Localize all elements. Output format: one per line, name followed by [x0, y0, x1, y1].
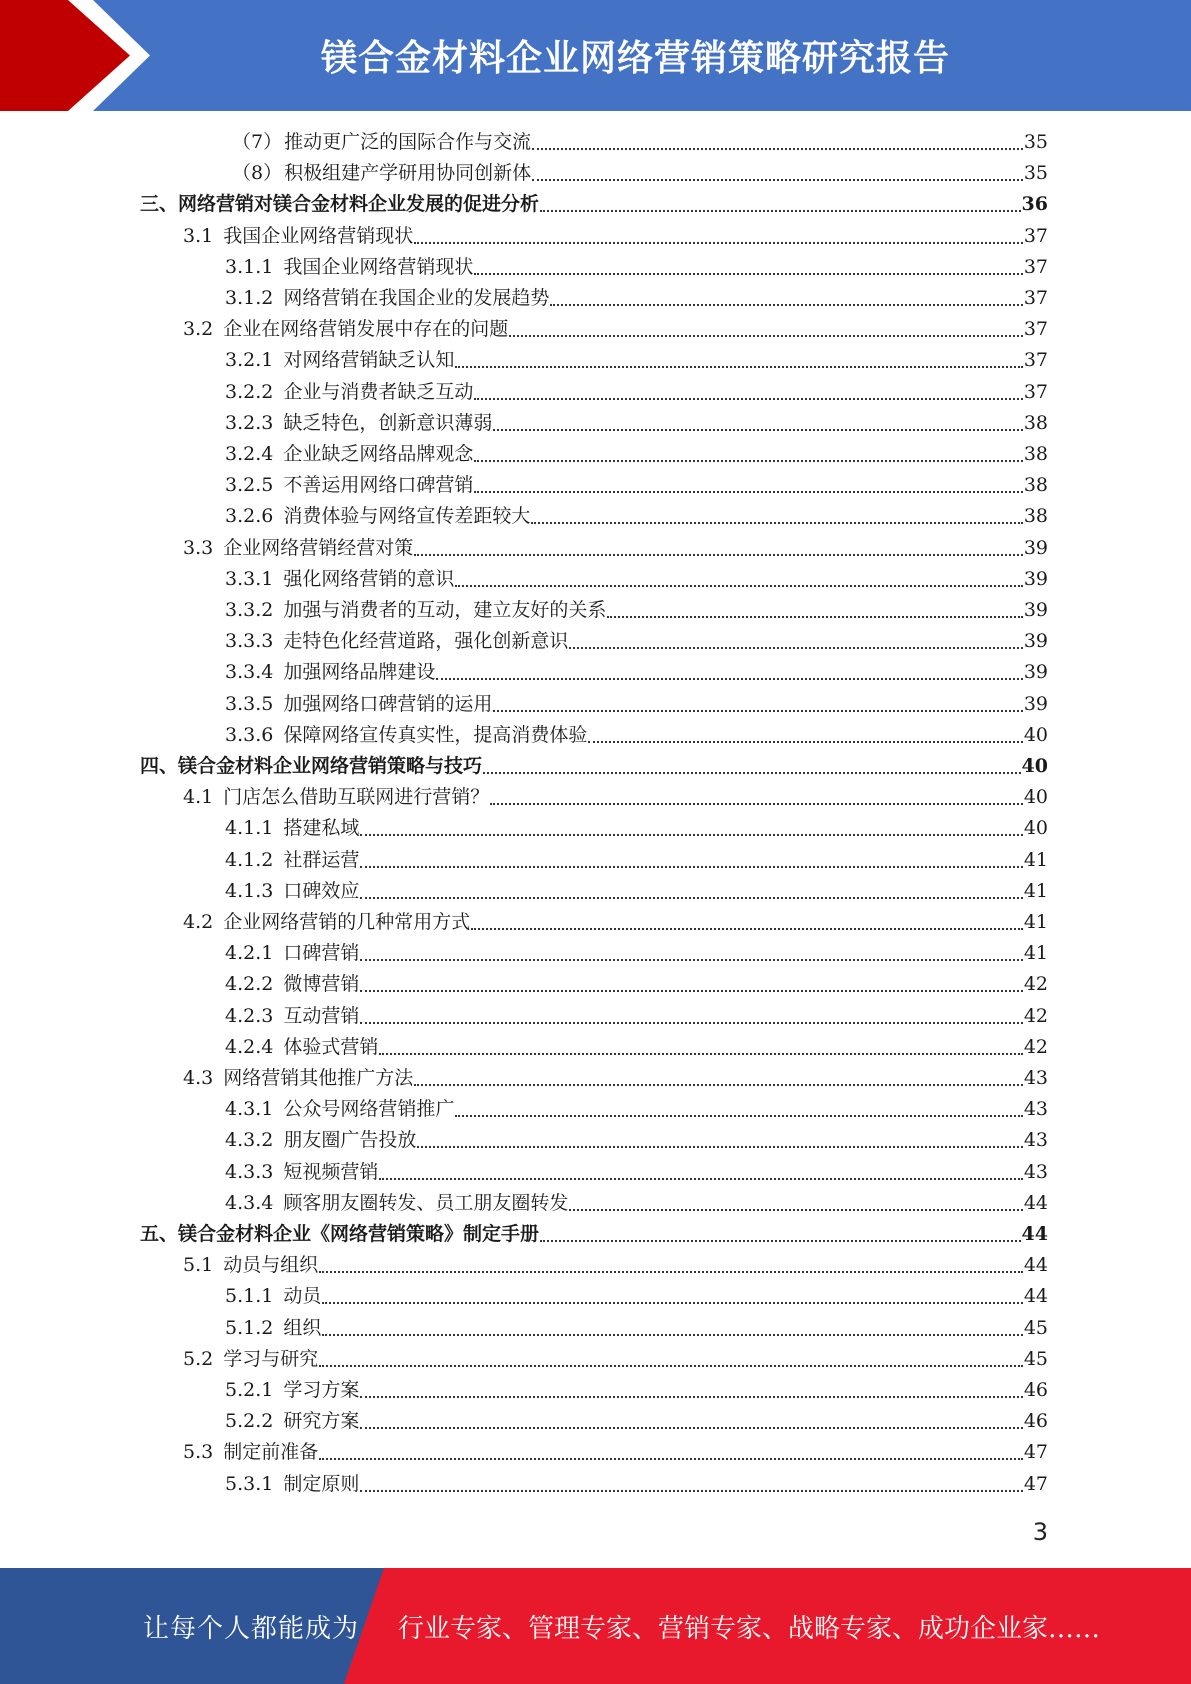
toc-entry-page: 37 [1023, 256, 1048, 278]
toc-entry-page: 46 [1023, 1410, 1048, 1432]
toc-entry-number: 3.3.1 [225, 568, 274, 590]
toc-entry-page: 44 [1023, 1285, 1048, 1307]
toc-entry[interactable] [225, 283, 1048, 314]
footer-slogan-right: 行业专家、管理专家、营销专家、战略专家、成功企业家…… [398, 1613, 1101, 1644]
toc-entry-number: 5.3.1 [225, 1473, 274, 1495]
toc-entry-page: 38 [1023, 505, 1048, 527]
toc-dot-leader [322, 1302, 1022, 1304]
toc-entry-page: 45 [1023, 1317, 1048, 1339]
toc-dot-leader [360, 1396, 1022, 1398]
toc-entry-title: 推动更广泛的国际合作与交流 [284, 131, 532, 153]
toc-entry-page: 37 [1023, 318, 1048, 340]
header-banner [0, 0, 1191, 111]
toc-entry-title: 对网络营销缺乏认知 [283, 349, 455, 371]
toc-entry[interactable] [183, 1063, 1048, 1094]
toc-entry-number: 5.1 [183, 1254, 214, 1276]
toc-entry[interactable] [183, 533, 1048, 564]
toc-entry[interactable] [183, 221, 1048, 252]
toc-entry-page: 38 [1023, 474, 1048, 496]
toc-entry-number: 3.3.4 [225, 661, 274, 683]
toc-entry[interactable] [225, 1157, 1048, 1188]
toc-entry-title: 门店怎么借助互联网进行营销？ [223, 786, 490, 808]
toc-entry-page: 41 [1023, 849, 1048, 871]
toc-entry-number: 5.2.1 [225, 1379, 274, 1401]
toc-entry-number: 4.3.2 [225, 1129, 274, 1151]
toc-entry-page: 44 [1023, 1192, 1048, 1214]
report-title: 镁合金材料企业网络营销策略研究报告 [320, 38, 950, 79]
toc-entry-number: 3.2.5 [225, 474, 274, 496]
toc-entry-page: 40 [1023, 786, 1048, 808]
toc-entry-title: 研究方案 [283, 1410, 360, 1432]
toc-entry-page: 41 [1023, 911, 1048, 933]
toc-dot-leader [540, 1240, 1021, 1242]
toc-entry-page: 38 [1023, 443, 1048, 465]
toc-entry-title: 体验式营销 [283, 1036, 379, 1058]
toc-entry[interactable] [183, 1437, 1048, 1468]
toc-entry-number: 5.1.2 [225, 1317, 274, 1339]
toc-entry[interactable] [225, 626, 1048, 657]
toc-dot-leader [607, 616, 1022, 618]
toc-entry-title: 积极组建产学研用协同创新体 [284, 162, 532, 184]
toc-dot-leader [379, 1053, 1022, 1055]
toc-dot-leader [414, 554, 1023, 556]
toc-entry-title: 互动营销 [283, 1005, 360, 1027]
toc-entry-number: 3.2 [183, 318, 214, 340]
toc-entry-title: 企业网络营销的几种常用方式 [223, 911, 471, 933]
toc-entry[interactable] [140, 1219, 1048, 1250]
toc-entry[interactable] [225, 1001, 1048, 1032]
toc-entry-number: （8） [232, 162, 283, 184]
toc-dot-leader [319, 1458, 1023, 1460]
toc-entry-page: 35 [1023, 162, 1048, 184]
toc-entry[interactable] [225, 377, 1048, 408]
toc-entry[interactable] [183, 782, 1048, 813]
toc-entry-page: 43 [1023, 1098, 1048, 1120]
toc-entry-title: 网络营销在我国企业的发展趋势 [283, 287, 550, 309]
toc-dot-leader [379, 1178, 1022, 1180]
toc-entry-title: 动员 [283, 1285, 322, 1307]
toc-entry-number: 3.3.6 [225, 724, 274, 746]
toc-entry-title: 不善运用网络口碑营销 [283, 474, 474, 496]
toc-entry-title: 保障网络宣传真实性，提高消费体验 [283, 724, 588, 746]
toc-entry[interactable] [225, 1469, 1048, 1500]
page-number: 3 [1032, 1518, 1048, 1546]
toc-entry[interactable] [225, 1125, 1048, 1156]
toc-entry-title: 学习与研究 [223, 1348, 319, 1370]
toc-entry-title: 口碑营销 [283, 942, 360, 964]
toc-entry-title: 企业网络营销经营对策 [223, 537, 414, 559]
toc-entry[interactable] [225, 595, 1048, 626]
toc-entry[interactable] [225, 657, 1048, 688]
toc-entry-page: 40 [1023, 724, 1048, 746]
toc-entry-page: 40 [1021, 755, 1048, 777]
toc-entry-title: 镁合金材料企业网络营销策略与技巧 [178, 755, 483, 777]
toc-entry-title: 朋友圈广告投放 [283, 1129, 417, 1151]
toc-entry[interactable] [225, 845, 1048, 876]
toc-entry-page: 47 [1023, 1441, 1048, 1463]
toc-dot-leader [550, 304, 1022, 306]
toc-dot-leader [360, 959, 1022, 961]
toc-entry-number: 3.2.4 [225, 443, 274, 465]
toc-entry-page: 39 [1023, 630, 1048, 652]
toc-entry-title: 走特色化经营道路，强化创新意识 [283, 630, 569, 652]
toc-entry[interactable] [225, 969, 1048, 1000]
toc-entry-title: 消费体验与网络宣传差距较大 [283, 505, 531, 527]
toc-entry-title: 搭建私域 [283, 817, 360, 839]
toc-entry-number: 4.1.3 [225, 880, 274, 902]
toc-entry-page: 39 [1023, 693, 1048, 715]
header-chevron-graphic [0, 0, 160, 111]
toc-entry-number: 3.1.1 [225, 256, 274, 278]
toc-entry-title: 镁合金材料企业《网络营销策略》制定手册 [178, 1223, 540, 1245]
toc-dot-leader [483, 772, 1021, 774]
toc-entry-number: 3.2.3 [225, 412, 274, 434]
toc-entry-number: 3.2.2 [225, 381, 274, 403]
toc-entry-number: 3.3.2 [225, 599, 274, 621]
toc-entry[interactable] [140, 189, 1048, 220]
toc-dot-leader [493, 429, 1022, 431]
toc-dot-leader [417, 1146, 1022, 1148]
toc-dot-leader [322, 1334, 1022, 1336]
toc-entry-title: 企业缺乏网络品牌观念 [283, 443, 474, 465]
toc-entry[interactable] [225, 1188, 1048, 1219]
toc-entry-page: 44 [1021, 1223, 1048, 1245]
toc-entry[interactable] [183, 1250, 1048, 1281]
toc-dot-leader [531, 522, 1022, 524]
toc-entry-title: 网络营销其他推广方法 [223, 1067, 414, 1089]
toc-dot-leader [360, 990, 1022, 992]
toc-entry[interactable] [225, 938, 1048, 969]
toc-entry[interactable] [225, 720, 1048, 751]
toc-entry-title: 制定前准备 [223, 1441, 319, 1463]
toc-entry-number: 4.3 [183, 1067, 214, 1089]
toc-dot-leader [532, 179, 1023, 181]
toc-entry[interactable] [225, 470, 1048, 501]
toc-entry-title: 短视频营销 [283, 1161, 379, 1183]
toc-entry-title: 公众号网络营销推广 [283, 1098, 455, 1120]
toc-dot-leader [471, 928, 1023, 930]
toc-dot-leader [474, 491, 1022, 493]
toc-dot-leader [319, 1365, 1023, 1367]
toc-dot-leader [455, 585, 1022, 587]
toc-entry-number: （7） [232, 131, 283, 153]
toc-entry[interactable] [140, 751, 1048, 782]
toc-entry-number: 3.2.1 [225, 349, 274, 371]
toc-entry-title: 我国企业网络营销现状 [283, 256, 474, 278]
footer-slogan-left: 让每个人都能成为 [143, 1613, 360, 1644]
toc-entry-page: 39 [1023, 537, 1048, 559]
toc-entry[interactable] [225, 1281, 1048, 1312]
toc-dot-leader [455, 366, 1022, 368]
toc-entry-page: 39 [1023, 661, 1048, 683]
toc-entry-title: 企业在网络营销发展中存在的问题 [223, 318, 509, 340]
toc-entry-number: 3.2.6 [225, 505, 274, 527]
toc-entry-title: 强化网络营销的意识 [283, 568, 455, 590]
toc-dot-leader [360, 1022, 1022, 1024]
toc-entry-number: 4.2.4 [225, 1036, 274, 1058]
toc-entry-number: 4.3.1 [225, 1098, 274, 1120]
toc-entry-title: 加强网络口碑营销的运用 [283, 693, 493, 715]
toc-entry[interactable] [225, 1406, 1048, 1437]
toc-entry-title: 缺乏特色，创新意识薄弱 [283, 412, 493, 434]
toc-entry[interactable] [225, 252, 1048, 283]
toc-entry[interactable] [225, 1094, 1048, 1125]
toc-entry-number: 3.3.3 [225, 630, 274, 652]
toc-dot-leader [360, 1490, 1022, 1492]
toc-entry-number: 5.2.2 [225, 1410, 274, 1432]
toc-entry-page: 42 [1023, 1036, 1048, 1058]
toc-entry-title: 学习方案 [283, 1379, 360, 1401]
toc-entry[interactable] [225, 564, 1048, 595]
toc-dot-leader [490, 803, 1023, 805]
toc-entry-page: 44 [1023, 1254, 1048, 1276]
toc-entry-title: 社群运营 [283, 849, 360, 871]
toc-entry-title: 加强网络品牌建设 [283, 661, 436, 683]
toc-dot-leader [360, 897, 1022, 899]
toc-dot-leader [319, 1271, 1023, 1273]
toc-entry-number: 4.1.1 [225, 817, 274, 839]
toc-entry-page: 39 [1023, 568, 1048, 590]
toc-entry-page: 40 [1023, 817, 1048, 839]
toc-dot-leader [569, 647, 1022, 649]
toc-entry-page: 41 [1023, 880, 1048, 902]
toc-entry-page: 45 [1023, 1348, 1048, 1370]
toc-entry-title: 动员与组织 [223, 1254, 319, 1276]
toc-dot-leader [360, 1427, 1022, 1429]
toc-entry-title: 组织 [283, 1317, 322, 1339]
toc-entry-number: 4.2.1 [225, 942, 274, 964]
toc-entry[interactable] [225, 1032, 1048, 1063]
toc-dot-leader [414, 242, 1023, 244]
toc-dot-leader [360, 834, 1022, 836]
toc-dot-leader [588, 741, 1022, 743]
toc-dot-leader [436, 678, 1022, 680]
toc-entry-page: 37 [1023, 287, 1048, 309]
toc-dot-leader [540, 210, 1021, 212]
toc-entry-title: 顾客朋友圈转发、员工朋友圈转发 [283, 1192, 569, 1214]
toc-entry-number: 3.3.5 [225, 693, 274, 715]
toc-entry[interactable] [225, 408, 1048, 439]
toc-entry-page: 42 [1023, 973, 1048, 995]
toc-entry-number: 四、 [140, 755, 179, 777]
toc-entry-page: 37 [1023, 349, 1048, 371]
toc-entry-number: 三、 [140, 193, 179, 215]
footer-banner [0, 1568, 1191, 1684]
toc-entry-page: 37 [1023, 225, 1048, 247]
toc-entry-number: 4.2.2 [225, 973, 274, 995]
toc-entry-title: 口碑效应 [283, 880, 360, 902]
toc-entry-page: 37 [1023, 381, 1048, 403]
toc-entry[interactable] [225, 813, 1048, 844]
toc-entry[interactable] [225, 345, 1048, 376]
toc-entry-title: 企业与消费者缺乏互动 [283, 381, 474, 403]
toc-dot-leader [455, 1115, 1022, 1117]
toc-entry-number: 3.1 [183, 225, 214, 247]
toc-entry[interactable] [232, 158, 1048, 189]
toc-entry-page: 36 [1021, 193, 1048, 215]
toc-entry-page: 39 [1023, 599, 1048, 621]
toc-entry-number: 5.2 [183, 1348, 214, 1370]
toc-entry[interactable] [225, 1313, 1048, 1344]
toc-dot-leader [360, 866, 1022, 868]
toc-entry[interactable] [232, 127, 1048, 158]
toc-entry-number: 3.1.2 [225, 287, 274, 309]
toc-dot-leader [474, 460, 1022, 462]
toc-dot-leader [532, 148, 1023, 150]
toc-entry-title: 我国企业网络营销现状 [223, 225, 414, 247]
toc-entry[interactable] [183, 907, 1048, 938]
toc-entry-number: 4.3.3 [225, 1161, 274, 1183]
toc-entry-page: 43 [1023, 1067, 1048, 1089]
toc-entry[interactable] [225, 689, 1048, 720]
toc-entry-number: 4.1.2 [225, 849, 274, 871]
toc-entry-page: 46 [1023, 1379, 1048, 1401]
toc-entry-page: 42 [1023, 1005, 1048, 1027]
toc-entry-number: 5.3 [183, 1441, 214, 1463]
toc-dot-leader [509, 335, 1023, 337]
toc-entry-number: 4.1 [183, 786, 214, 808]
toc-entry-number: 五、 [140, 1223, 179, 1245]
toc-entry-page: 47 [1023, 1473, 1048, 1495]
toc-entry-number: 4.2.3 [225, 1005, 274, 1027]
toc-dot-leader [569, 1209, 1022, 1211]
toc-entry[interactable] [183, 1344, 1048, 1375]
toc-entry-page: 35 [1023, 131, 1048, 153]
toc-entry[interactable] [225, 1375, 1048, 1406]
toc-entry[interactable] [225, 876, 1048, 907]
toc-entry-number: 4.3.4 [225, 1192, 274, 1214]
toc-entry[interactable] [225, 501, 1048, 532]
toc-dot-leader [493, 710, 1022, 712]
toc-entry-title: 制定原则 [283, 1473, 360, 1495]
toc-entry-title: 加强与消费者的互动，建立友好的关系 [283, 599, 607, 621]
toc-entry[interactable] [225, 439, 1048, 470]
toc-entry-title: 微博营销 [283, 973, 360, 995]
toc-entry-page: 43 [1023, 1161, 1048, 1183]
toc-entry-number: 5.1.1 [225, 1285, 274, 1307]
toc-entry-page: 38 [1023, 412, 1048, 434]
toc-dot-leader [474, 273, 1022, 275]
toc-entry-page: 43 [1023, 1129, 1048, 1151]
toc-entry[interactable] [183, 314, 1048, 345]
toc-entry-page: 41 [1023, 942, 1048, 964]
toc-entry-title: 网络营销对镁合金材料企业发展的促进分析 [178, 193, 540, 215]
toc-dot-leader [414, 1084, 1023, 1086]
toc-entry-number: 3.3 [183, 537, 214, 559]
toc-entry-number: 4.2 [183, 911, 214, 933]
toc-dot-leader [474, 398, 1022, 400]
